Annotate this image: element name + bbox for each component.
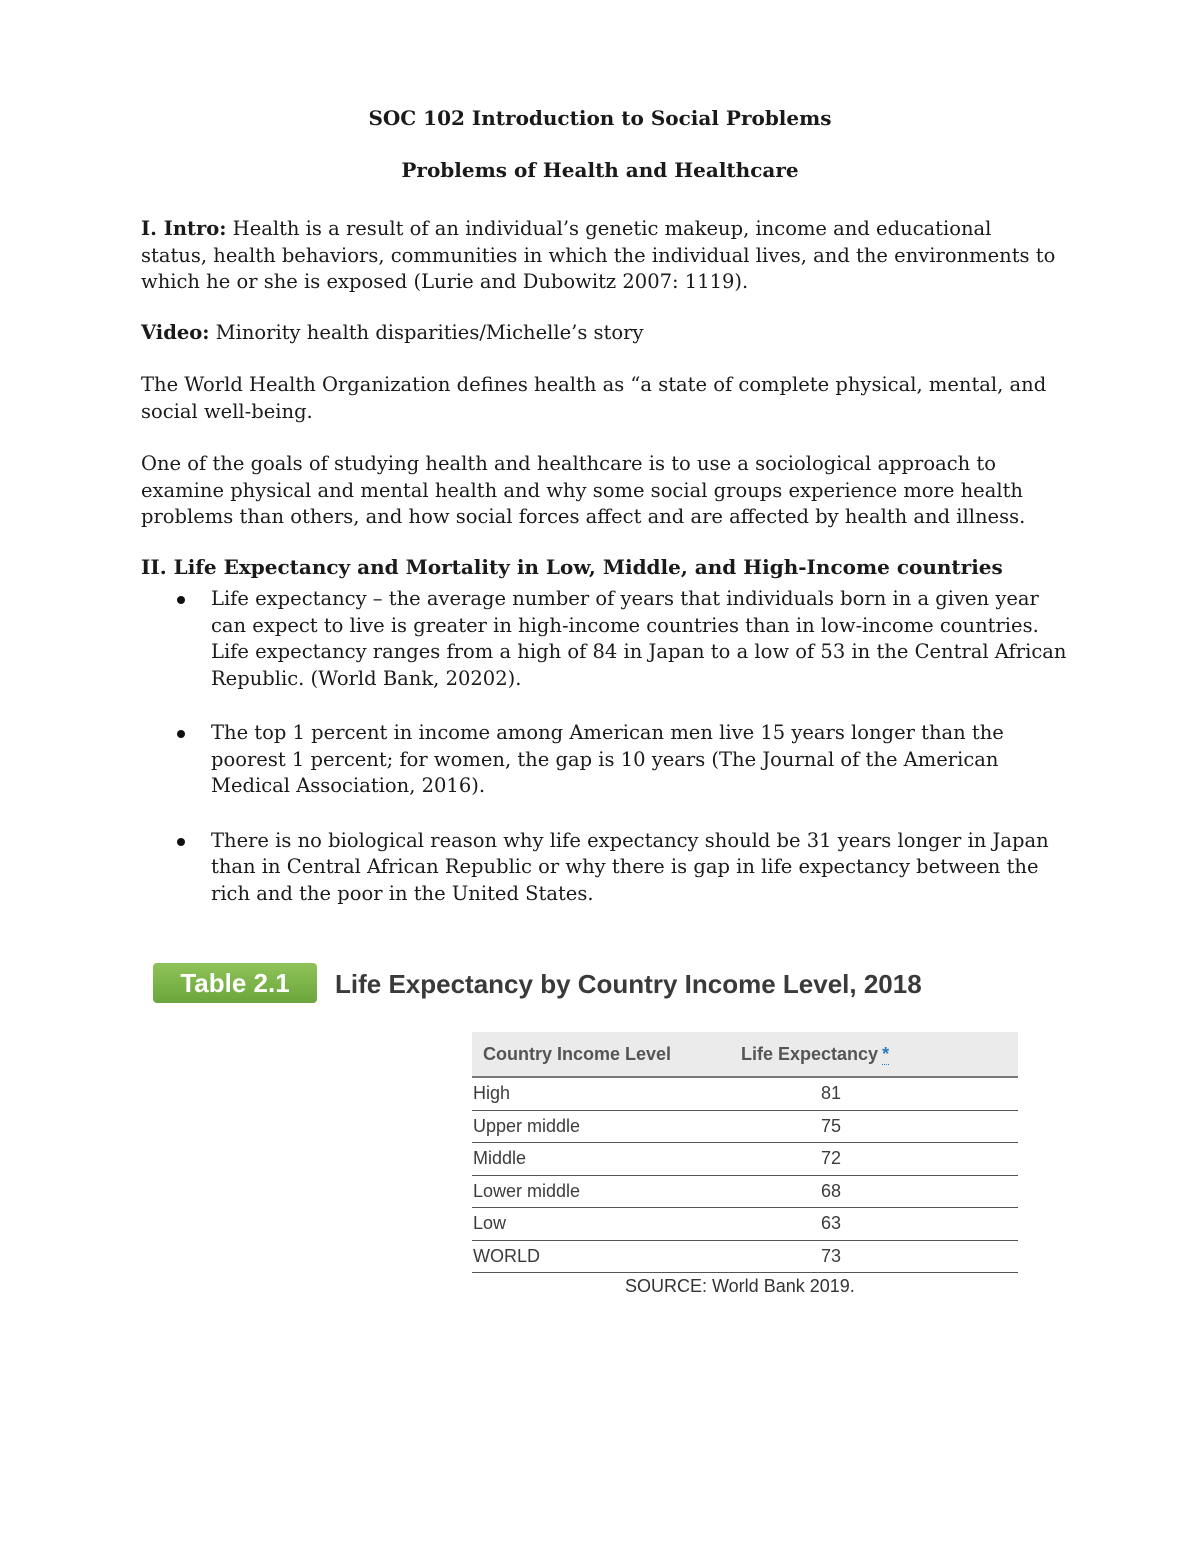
income-level-cell: Lower middle bbox=[472, 1175, 741, 1208]
income-level-cell: Low bbox=[472, 1208, 741, 1241]
table-source: SOURCE: World Bank 2019. bbox=[625, 1276, 855, 1296]
table-row bbox=[472, 1077, 1018, 1110]
life-expectancy-cell: 68 bbox=[741, 1175, 1018, 1208]
col-header-income-level: Country Income Level bbox=[472, 1032, 741, 1077]
table-row bbox=[472, 1240, 1018, 1273]
table-row bbox=[472, 1208, 1018, 1241]
list-item bbox=[141, 720, 1076, 800]
course-title: SOC 102 Introduction to Social Problems bbox=[368, 106, 832, 130]
list-item bbox=[141, 586, 1076, 692]
footnote-star-icon[interactable]: * bbox=[882, 1043, 890, 1064]
life-expectancy-cell: 63 bbox=[741, 1208, 1018, 1241]
income-level-cell: WORLD bbox=[472, 1240, 741, 1273]
goals-paragraph: One of the goals of studying health and healthcare is to use a sociological approach to examine physical and mental health and why some social groups experience more health problems than others, and how social forces affect and are affected by health and illness. bbox=[141, 452, 1026, 528]
video-paragraph bbox=[141, 320, 1061, 347]
col-header-life-expectancy bbox=[741, 1032, 1018, 1077]
table-badge: Table 2.1 bbox=[153, 963, 317, 1003]
income-level-cell: Upper middle bbox=[472, 1110, 741, 1143]
topic-title: Problems of Health and Healthcare bbox=[401, 158, 799, 182]
life-expectancy-cell: 73 bbox=[741, 1240, 1018, 1273]
bullet-text: Life expectancy – the average number of years that individuals born in a given year can expect to live is greater in high-income countries than in low-income countries. Life expectancy ranges from a high of 84 in Japan to a low of 53 in the Central African Republic. (World Bank, 20202). bbox=[211, 587, 1067, 690]
col-header-life-expectancy-label: Life Expectancy bbox=[741, 1043, 879, 1064]
life-expectancy-cell: 75 bbox=[741, 1110, 1018, 1143]
bullet-text: There is no biological reason why life expectancy should be 31 years longer in Japan than in Central African Republic or why there is gap in life expectancy between the rich and the poor in the United States. bbox=[211, 828, 1049, 905]
table-row bbox=[472, 1143, 1018, 1176]
life-expectancy-table bbox=[472, 1032, 1018, 1273]
bullet-text: The top 1 percent in income among American men live 15 years longer than the poorest 1 percent; for women, the gap is 10 years (The Journal of the American Medical Association, 2016). bbox=[211, 721, 1004, 797]
table-caption: Life Expectancy by Country Income Level, 2018 bbox=[335, 969, 922, 999]
bullet-icon bbox=[177, 838, 185, 846]
bullet-icon bbox=[177, 730, 185, 738]
table-header-row bbox=[472, 1032, 1018, 1077]
intro-text: Health is a result of an individual’s genetic makeup, income and educational status, health behaviors, communities in which the individual lives, and the environments to which he or she is exposed (Lurie and Dubowitz 2007: 1119). bbox=[141, 217, 1056, 293]
table-row bbox=[472, 1175, 1018, 1208]
life-expectancy-cell: 81 bbox=[741, 1077, 1018, 1110]
intro-paragraph bbox=[141, 216, 1061, 296]
income-level-cell: Middle bbox=[472, 1143, 741, 1176]
bullet-icon bbox=[177, 596, 185, 604]
intro-label: I. Intro: bbox=[141, 217, 227, 240]
life-expectancy-cell: 72 bbox=[741, 1143, 1018, 1176]
who-paragraph: The World Health Organization defines health as “a state of complete physical, mental, and social well-being. bbox=[141, 373, 1047, 423]
video-label: Video: bbox=[141, 321, 210, 344]
income-level-cell: High bbox=[472, 1077, 741, 1110]
table-row bbox=[472, 1110, 1018, 1143]
section-heading: II. Life Expectancy and Mortality in Low, Middle, and High-Income countries bbox=[141, 555, 1003, 579]
bullet-list bbox=[141, 586, 1076, 935]
video-text: Minority health disparities/Michelle’s story bbox=[209, 321, 644, 344]
list-item bbox=[141, 828, 1076, 908]
